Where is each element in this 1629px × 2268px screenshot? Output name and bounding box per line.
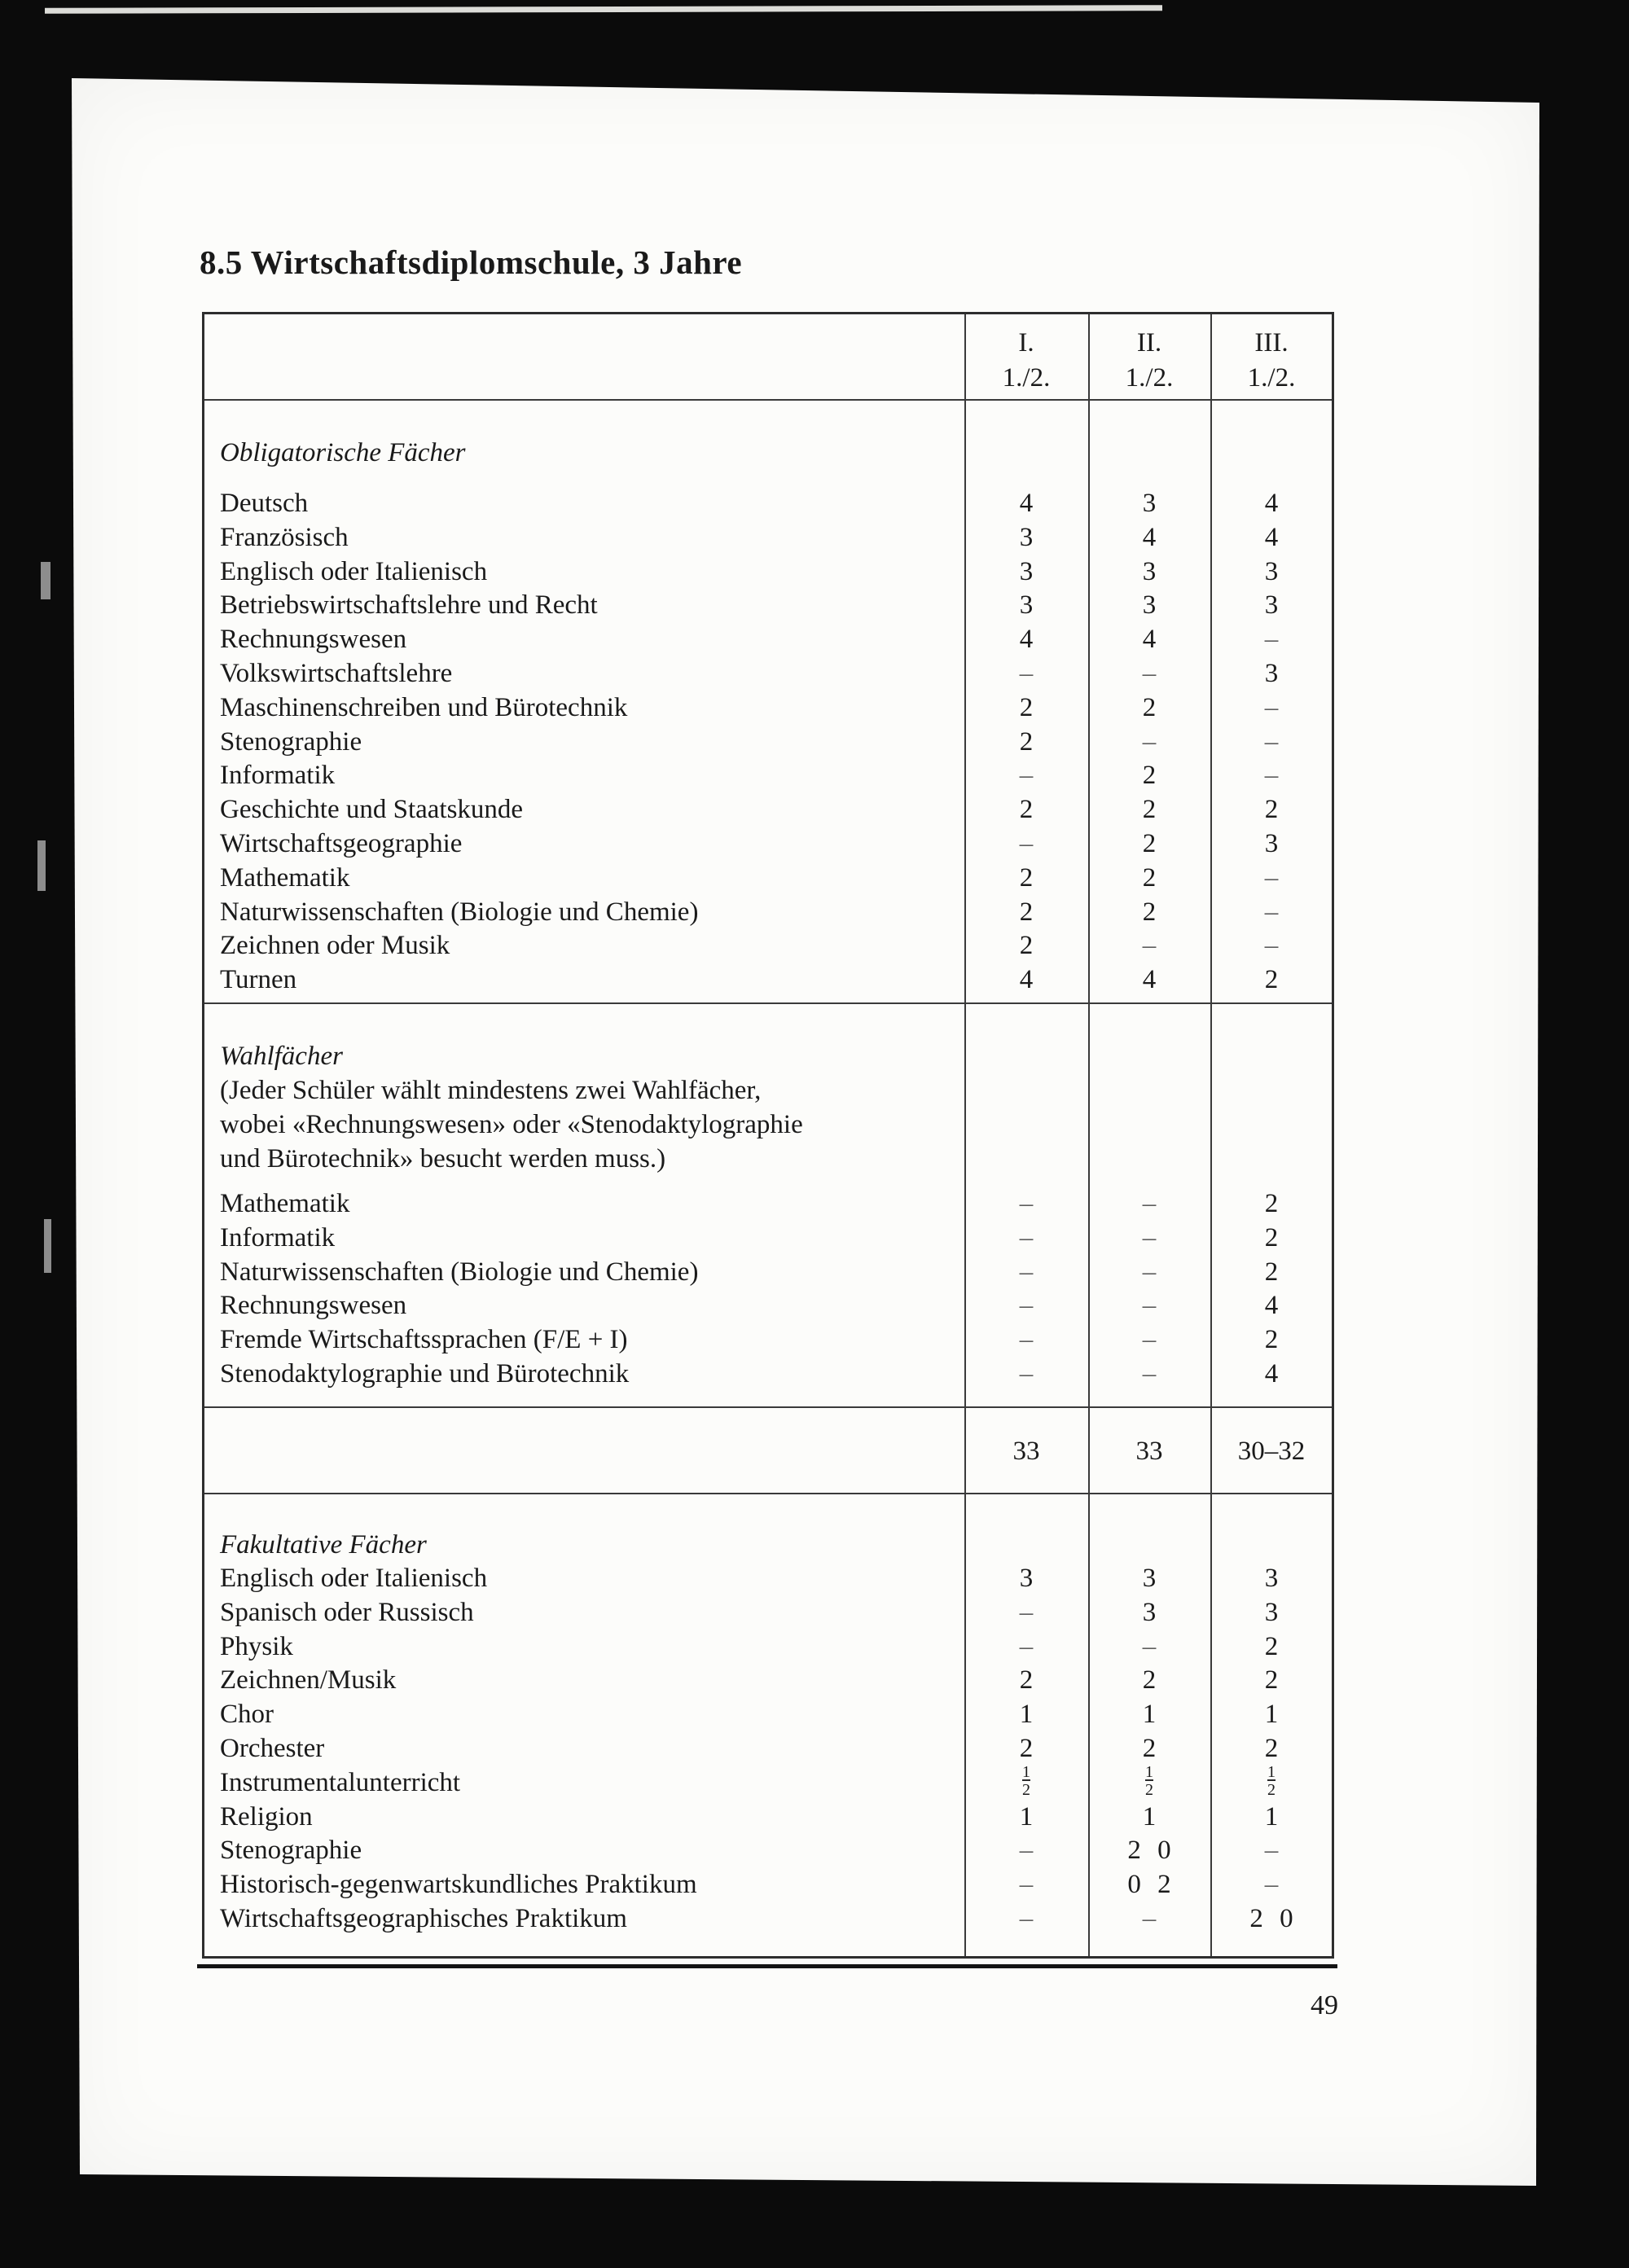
hours-cell: 2 bbox=[1142, 693, 1157, 722]
table-row bbox=[202, 588, 1334, 622]
table-row bbox=[202, 1663, 1334, 1697]
hours-cell: – bbox=[1142, 1257, 1157, 1287]
subject-label: Mathematik bbox=[220, 863, 350, 893]
hours-cell: – bbox=[1019, 1189, 1034, 1218]
hours-cell: – bbox=[1264, 761, 1279, 790]
hours-cell: – bbox=[1019, 1870, 1034, 1899]
hours-cell: – bbox=[1019, 659, 1034, 688]
table-row bbox=[202, 1255, 1334, 1289]
hours-cell: 3 bbox=[1264, 1598, 1279, 1627]
subject-label: Stenographie bbox=[220, 727, 362, 757]
subject-label: Deutsch bbox=[220, 489, 309, 518]
hours-cell: – bbox=[1142, 1359, 1157, 1388]
hours-cell: – bbox=[1019, 1632, 1034, 1661]
table-row bbox=[202, 1833, 1334, 1867]
subject-label: Chor bbox=[220, 1700, 274, 1729]
hours-cell: – bbox=[1142, 1223, 1157, 1252]
hours-cell: 2 bbox=[1264, 965, 1279, 994]
hours-cell bbox=[966, 1763, 1087, 1801]
hours-cell: 2 bbox=[1142, 897, 1157, 927]
curriculum-table bbox=[202, 0, 1334, 2268]
hours-cell: 4 bbox=[1264, 1291, 1279, 1320]
hours-cell: 3 bbox=[1019, 1564, 1034, 1593]
column-header-roman: III. bbox=[1254, 328, 1289, 358]
subject-label: Geschichte und Staatskunde bbox=[220, 795, 524, 824]
subject-label: Instrumentalunterricht bbox=[220, 1768, 461, 1797]
column-header-term-1 bbox=[966, 326, 1087, 396]
hours-cell: 3 bbox=[1142, 1564, 1157, 1593]
subject-label: Orchester bbox=[220, 1734, 325, 1763]
hours-cell: 4 bbox=[1019, 965, 1034, 994]
subject-label: Maschinenschreiben und Bürotechnik bbox=[220, 693, 628, 722]
subject-label: Naturwissenschaften (Biologie und Chemie) bbox=[220, 897, 699, 927]
hours-cell: – bbox=[1019, 1598, 1034, 1627]
total-term-2: 33 bbox=[1135, 1437, 1163, 1466]
hours-cell: – bbox=[1264, 897, 1279, 927]
table-row bbox=[202, 1288, 1334, 1323]
subject-label: Zeichnen oder Musik bbox=[220, 931, 450, 960]
subject-label: Turnen bbox=[220, 965, 297, 994]
hours-cell: – bbox=[1142, 1291, 1157, 1320]
scan-speck bbox=[44, 1219, 51, 1273]
hours-cell: – bbox=[1264, 1870, 1279, 1899]
hours-cell: – bbox=[1019, 1904, 1034, 1933]
hours-cell: 2 bbox=[1142, 829, 1157, 858]
table-row bbox=[202, 1187, 1334, 1221]
hours-cell: 2 bbox=[1019, 931, 1034, 960]
hours-cell: 4 bbox=[1019, 489, 1034, 518]
table-row bbox=[202, 1561, 1334, 1595]
hours-cell: – bbox=[1019, 1359, 1034, 1388]
subject-label: Informatik bbox=[220, 761, 336, 790]
hours-cell: 2 0 bbox=[1127, 1836, 1171, 1865]
total-term-3: 30–32 bbox=[1237, 1437, 1306, 1466]
column-header-semesters: 1./2. bbox=[1002, 363, 1051, 393]
hours-cell: – bbox=[1142, 1904, 1157, 1933]
hours-cell: – bbox=[1019, 829, 1034, 858]
scan-speck bbox=[41, 562, 50, 599]
hours-cell: 2 bbox=[1019, 897, 1034, 927]
subject-label: Informatik bbox=[220, 1223, 336, 1252]
subject-label: Naturwissenschaften (Biologie und Chemie) bbox=[220, 1257, 699, 1287]
hours-cell: 3 bbox=[1264, 1564, 1279, 1593]
hours-cell: 3 bbox=[1264, 659, 1279, 688]
table-row bbox=[202, 895, 1334, 929]
subject-label: Spanisch oder Russisch bbox=[220, 1598, 474, 1627]
table-row bbox=[202, 1323, 1334, 1357]
hours-cell: – bbox=[1142, 727, 1157, 757]
subject-label: Volkswirtschaftslehre bbox=[220, 659, 453, 688]
hours-cell: 3 bbox=[1142, 1598, 1157, 1627]
hours-cell: 2 bbox=[1264, 1632, 1279, 1661]
hours-cell: 2 bbox=[1264, 1189, 1279, 1218]
hours-cell: 2 bbox=[1264, 795, 1279, 824]
hours-cell: 2 bbox=[1142, 761, 1157, 790]
hours-cell: 2 bbox=[1264, 1325, 1279, 1354]
table-row bbox=[202, 827, 1334, 861]
hours-cell: – bbox=[1019, 1223, 1034, 1252]
hours-cell: 1 bbox=[1019, 1802, 1034, 1832]
hours-cell: 2 bbox=[1019, 727, 1034, 757]
hours-cell: 3 bbox=[1019, 557, 1034, 586]
hours-cell: 2 bbox=[1142, 1665, 1157, 1695]
column-header-term-2 bbox=[1089, 326, 1210, 396]
subject-label: Historisch-gegenwartskundliches Praktikum bbox=[220, 1870, 697, 1899]
section-heading: Wahlfächer bbox=[220, 1042, 343, 1071]
subject-label: Französisch bbox=[220, 523, 349, 552]
table-row bbox=[202, 1867, 1334, 1902]
hours-cell: – bbox=[1019, 761, 1034, 790]
one-half-fraction: $\frac{1}{2}$ bbox=[1267, 1763, 1276, 1800]
hours-cell: 4 bbox=[1019, 625, 1034, 654]
hours-cell: 2 bbox=[1019, 1665, 1034, 1695]
note-line: und Bürotechnik» besucht werden muss.) bbox=[220, 1144, 666, 1173]
note-line: (Jeder Schüler wählt mindestens zwei Wahlfächer, bbox=[220, 1076, 762, 1105]
hours-cell: – bbox=[1264, 931, 1279, 960]
hours-cell: 2 0 bbox=[1249, 1904, 1293, 1933]
table-row bbox=[202, 1357, 1334, 1391]
hours-cell: 4 bbox=[1142, 523, 1157, 552]
hours-cell: – bbox=[1264, 625, 1279, 654]
hours-cell: 0 2 bbox=[1127, 1870, 1171, 1899]
column-header-semesters: 1./2. bbox=[1125, 363, 1174, 393]
table-row bbox=[202, 758, 1334, 792]
hours-cell: 3 bbox=[1142, 489, 1157, 518]
table-row bbox=[202, 1902, 1334, 1936]
column-header-semesters: 1./2. bbox=[1247, 363, 1296, 393]
hours-cell: 1 bbox=[1142, 1802, 1157, 1832]
table-row bbox=[202, 1800, 1334, 1834]
hours-cell: – bbox=[1142, 931, 1157, 960]
hours-cell: 2 bbox=[1264, 1223, 1279, 1252]
subject-label: Fremde Wirtschaftssprachen (F/E + I) bbox=[220, 1325, 628, 1354]
hours-cell: 3 bbox=[1142, 557, 1157, 586]
hours-cell: 1 bbox=[1264, 1700, 1279, 1729]
hours-cell: – bbox=[1019, 1836, 1034, 1865]
table-row bbox=[202, 486, 1334, 520]
subject-label: Stenographie bbox=[220, 1836, 362, 1865]
hours-cell: – bbox=[1264, 863, 1279, 893]
table-row bbox=[202, 691, 1334, 725]
subject-label: Stenodaktylographie und Bürotechnik bbox=[220, 1359, 630, 1388]
hours-cell: 4 bbox=[1264, 1359, 1279, 1388]
hours-cell: 4 bbox=[1142, 965, 1157, 994]
table-row bbox=[202, 928, 1334, 963]
hours-cell: 2 bbox=[1142, 795, 1157, 824]
subject-label: Rechnungswesen bbox=[220, 1291, 407, 1320]
hours-cell: 2 bbox=[1264, 1734, 1279, 1763]
table-row bbox=[202, 1630, 1334, 1664]
column-header-term-3 bbox=[1211, 326, 1332, 396]
scan-speck bbox=[37, 840, 46, 891]
hours-cell: 4 bbox=[1142, 625, 1157, 654]
table-row bbox=[202, 1763, 1334, 1800]
subject-label: Betriebswirtschaftslehre und Recht bbox=[220, 590, 598, 620]
table-row bbox=[202, 861, 1334, 895]
subject-label: Physik bbox=[220, 1632, 293, 1661]
hours-cell: 3 bbox=[1019, 523, 1034, 552]
table-row bbox=[202, 1697, 1334, 1731]
table-row bbox=[202, 555, 1334, 589]
hours-cell: 2 bbox=[1142, 863, 1157, 893]
hours-cell: – bbox=[1264, 693, 1279, 722]
table-row bbox=[202, 1221, 1334, 1255]
column-header-roman: II. bbox=[1136, 328, 1162, 358]
hours-cell: – bbox=[1019, 1291, 1034, 1320]
subject-label: Mathematik bbox=[220, 1189, 350, 1218]
one-half-fraction: $\frac{1}{2}$ bbox=[1145, 1763, 1153, 1800]
hours-cell: 2 bbox=[1142, 1734, 1157, 1763]
page-title: 8.5 Wirtschaftsdiplomschule, 3 Jahre bbox=[200, 243, 743, 281]
hours-cell: – bbox=[1142, 1189, 1157, 1218]
hours-cell: 4 bbox=[1264, 489, 1279, 518]
hours-cell bbox=[1089, 1763, 1210, 1801]
table-row bbox=[202, 1595, 1334, 1630]
hours-cell: 2 bbox=[1019, 1734, 1034, 1763]
hours-cell: 3 bbox=[1142, 590, 1157, 620]
one-half-fraction: $\frac{1}{2}$ bbox=[1022, 1763, 1030, 1800]
hours-cell: 2 bbox=[1019, 795, 1034, 824]
hours-cell: 2 bbox=[1019, 863, 1034, 893]
table-row bbox=[202, 656, 1334, 691]
total-term-1: 33 bbox=[1012, 1437, 1040, 1466]
subject-label: Englisch oder Italienisch bbox=[220, 1564, 488, 1593]
hours-cell: – bbox=[1019, 1325, 1034, 1354]
hours-cell: 1 bbox=[1142, 1700, 1157, 1729]
hours-cell: 2 bbox=[1264, 1665, 1279, 1695]
hours-cell: 4 bbox=[1264, 523, 1279, 552]
table-row bbox=[202, 1731, 1334, 1766]
hours-cell: – bbox=[1019, 1257, 1034, 1287]
hours-cell: 1 bbox=[1019, 1700, 1034, 1729]
subject-label: Religion bbox=[220, 1802, 313, 1832]
table-row bbox=[202, 520, 1334, 555]
hours-cell: 3 bbox=[1264, 829, 1279, 858]
hours-cell: 2 bbox=[1019, 693, 1034, 722]
subject-label: Wirtschaftsgeographisches Praktikum bbox=[220, 1904, 627, 1933]
hours-cell: 3 bbox=[1264, 557, 1279, 586]
section-heading: Obligatorische Fächer bbox=[220, 438, 466, 467]
page-number: 49 bbox=[1311, 1990, 1338, 2020]
hours-cell: 2 bbox=[1264, 1257, 1279, 1287]
column-header-roman: I. bbox=[1018, 328, 1034, 358]
hours-cell: 3 bbox=[1264, 590, 1279, 620]
table-row bbox=[202, 792, 1334, 827]
subject-label: Englisch oder Italienisch bbox=[220, 557, 488, 586]
table-row bbox=[202, 622, 1334, 656]
table-row bbox=[202, 725, 1334, 759]
section-heading: Fakultative Fächer bbox=[220, 1530, 427, 1560]
table-row bbox=[202, 963, 1334, 997]
hours-cell: – bbox=[1142, 1325, 1157, 1354]
hours-cell: – bbox=[1142, 1632, 1157, 1661]
hours-cell: 3 bbox=[1019, 590, 1034, 620]
hours-cell: – bbox=[1264, 1836, 1279, 1865]
hours-cell: – bbox=[1264, 727, 1279, 757]
totals-row bbox=[202, 1434, 1334, 1468]
subject-label: Wirtschaftsgeographie bbox=[220, 829, 463, 858]
subject-label: Rechnungswesen bbox=[220, 625, 407, 654]
hours-cell: 1 bbox=[1264, 1802, 1279, 1832]
hours-cell: – bbox=[1142, 659, 1157, 688]
hours-cell bbox=[1211, 1763, 1332, 1801]
note-line: wobei «Rechnungswesen» oder «Stenodaktylographie bbox=[220, 1110, 803, 1139]
subject-label: Zeichnen/Musik bbox=[220, 1665, 397, 1695]
